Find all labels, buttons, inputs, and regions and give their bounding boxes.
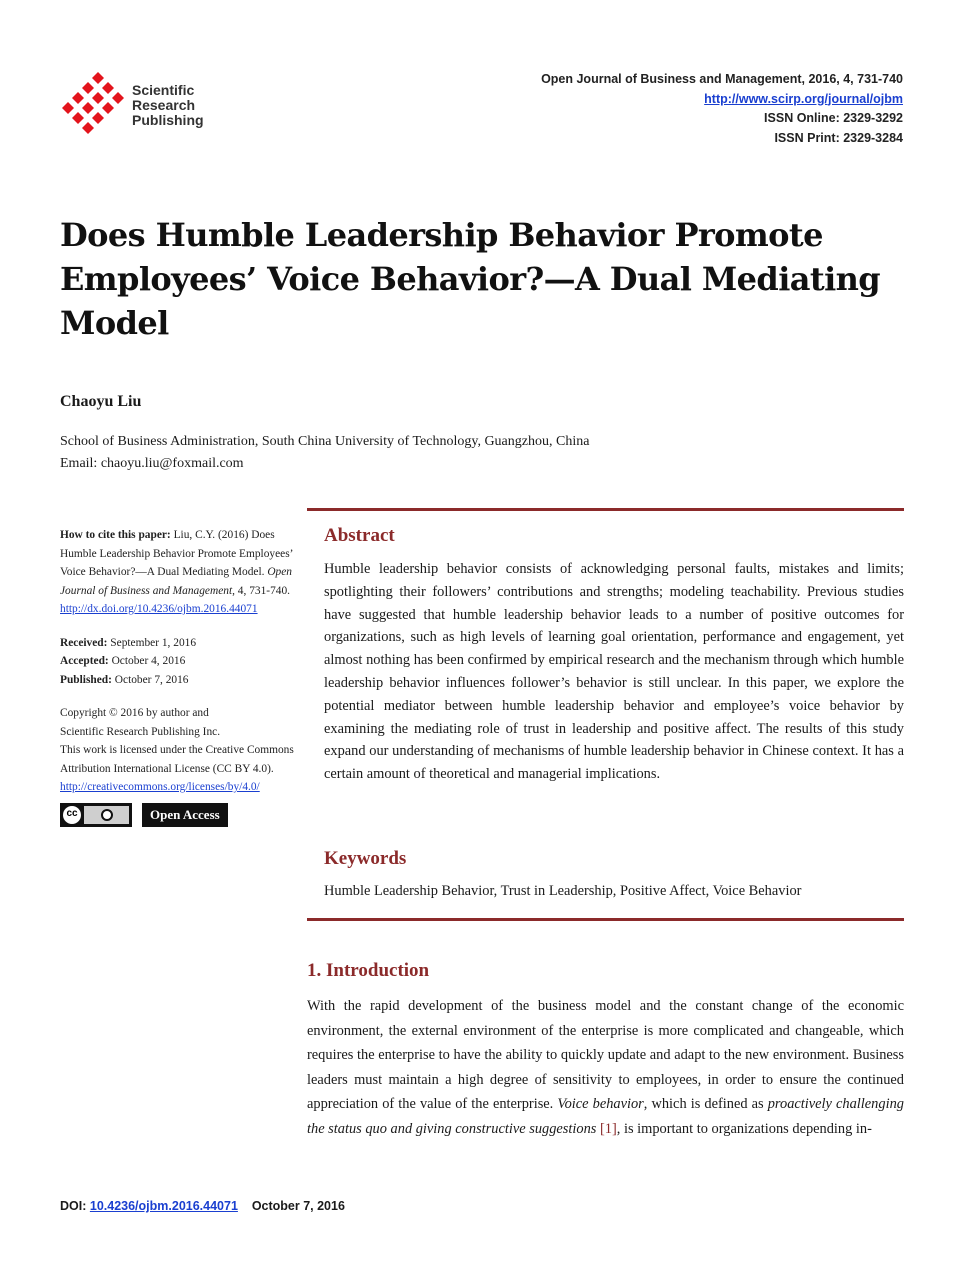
cite-label: How to cite this paper: [60, 529, 171, 541]
introduction-text: With the rapid development of the business model and the constant change of the economic environment, the external environment of the enterprise is more complicated and changeable, which requires the enterprise to have the ability to quickly update and adapt to the new environment. Business leaders must maintain a high degree of sensitivity to employees, in order to ensure the continued appreciation of the value of the enterprise. Voice behavior, which is defined as proactively challenging the status quo and giving constructive suggestions [1], is important to organizations depending in- [307, 998, 904, 1137]
introduction-heading: 1. Introduction [307, 960, 430, 981]
author-affiliation [60, 431, 589, 475]
cite-journal: Open Journal of Business and Management [60, 566, 293, 597]
accepted-line: Accepted: October 4, 2016 [60, 655, 186, 667]
cc-icon: cc [63, 806, 81, 824]
license-link[interactable]: http://creativecommons.org/licenses/by/4.0/ [60, 781, 260, 793]
issn-print: ISSN Print: 2329-3284 [774, 130, 903, 145]
publisher-name: Scientific Research Publishing [132, 82, 204, 128]
logo-diamond [92, 92, 104, 104]
open-access-badge[interactable]: Open Access [142, 803, 228, 827]
cite-volume: , 4, 731-740. [232, 584, 291, 597]
scirp-diamond-logo-icon [62, 72, 124, 134]
journal-header [541, 70, 903, 148]
attribution-icon [101, 809, 113, 821]
copyright-block: Copyright © 2016 by author and Scientific Research Publishing Inc. This work is licensed under the Creative Commons Attribution International License (CC BY 4.0). http://creativecommons.org/licenses/by/4.0/ [60, 707, 294, 793]
logo-diamond [82, 102, 94, 114]
definition-text: proactively challenging the status quo and giving constructive suggestions [307, 1096, 904, 1137]
page-footer [60, 1199, 345, 1213]
footer-date: October 7, 2016 [251, 1199, 345, 1213]
received-line: Received: September 1, 2016 [60, 636, 197, 649]
author-email: Email: chaoyu.liu@foxmail.com [60, 456, 244, 471]
logo-diamond [112, 92, 124, 104]
abstract-heading: Abstract [324, 525, 395, 546]
logo-diamond [82, 82, 94, 94]
journal-citation: Open Journal of Business and Management, 2016, 4, 731-740 [541, 72, 903, 86]
doi-label: DOI: [60, 1199, 87, 1213]
abstract-top-rule [307, 508, 904, 511]
paper-title: Does Humble Leadership Behavior Promote Employees’ Voice Behavior?—A Dual Mediating Model [60, 216, 881, 342]
reference-link[interactable]: [1] [600, 1120, 617, 1137]
cc-by-badge[interactable] [60, 803, 132, 827]
logo-diamond [92, 112, 104, 124]
logo-diamond [82, 122, 94, 134]
term-voice-behavior: Voice behavior [557, 1096, 644, 1113]
logo-diamond [72, 112, 84, 124]
publisher-logo[interactable] [62, 70, 227, 136]
logo-diamond [102, 102, 114, 114]
logo-diamond [92, 72, 104, 84]
journal-url-link[interactable]: http://www.scirp.org/journal/ojbm [704, 91, 903, 106]
cite-text: Liu, C.Y. (2016) Does Humble Leadership Behavior Promote Employees’ Voice Behavior?—A Dual Mediating Model. [60, 529, 293, 578]
keywords-heading: Keywords [324, 848, 407, 869]
logo-diamond [102, 82, 114, 94]
abstract-text: Humble leadership behavior consists of acknowledging personal faults, mistakes and limits; spotlighting their followers’ contributions and strengths; modeling teachability. Previous studies have suggested that humble leadership behavior leads to a number of positive outcomes for organizations, such as high levels of learning goal orientation, performance and engagement, yet almost nothing has been confirmed by empirical research and the mechanism through which humble leadership behavior influences follower’s behavior is still unclear. In this paper, we explore the potential mediator between humble leadership behavior and employee’s voice behavior by examining the mediating role of trust in leadership and positive affect. The results of this study expand our understanding of mechanisms of humble leadership behavior in Chinese context. It has a certain amount of theoretical and managerial implications. [324, 561, 904, 783]
published-line: Published: October 7, 2016 [60, 673, 189, 686]
citation-block [60, 526, 303, 619]
cite-doi-link[interactable]: http://dx.doi.org/10.4236/ojbm.2016.44071 [60, 603, 258, 615]
footer-doi-link[interactable]: 10.4236/ojbm.2016.44071 [89, 1199, 238, 1213]
logo-diamond [62, 102, 74, 114]
abstract-bottom-rule [307, 918, 904, 921]
license-text: This work is licensed under the Creative Commons Attribution International License (CC BY 4.0). [60, 744, 294, 775]
issn-online: ISSN Online: 2329-3292 [764, 111, 903, 125]
author-name: Chaoyu Liu [60, 393, 142, 410]
keywords-text: Humble Leadership Behavior, Trust in Leadership, Positive Affect, Voice Behavior [324, 883, 802, 899]
affiliation-text: School of Business Administration, South China University of Technology, Guangzhou, China [60, 434, 590, 449]
logo-diamond [72, 92, 84, 104]
sidebar-metadata [60, 526, 303, 827]
